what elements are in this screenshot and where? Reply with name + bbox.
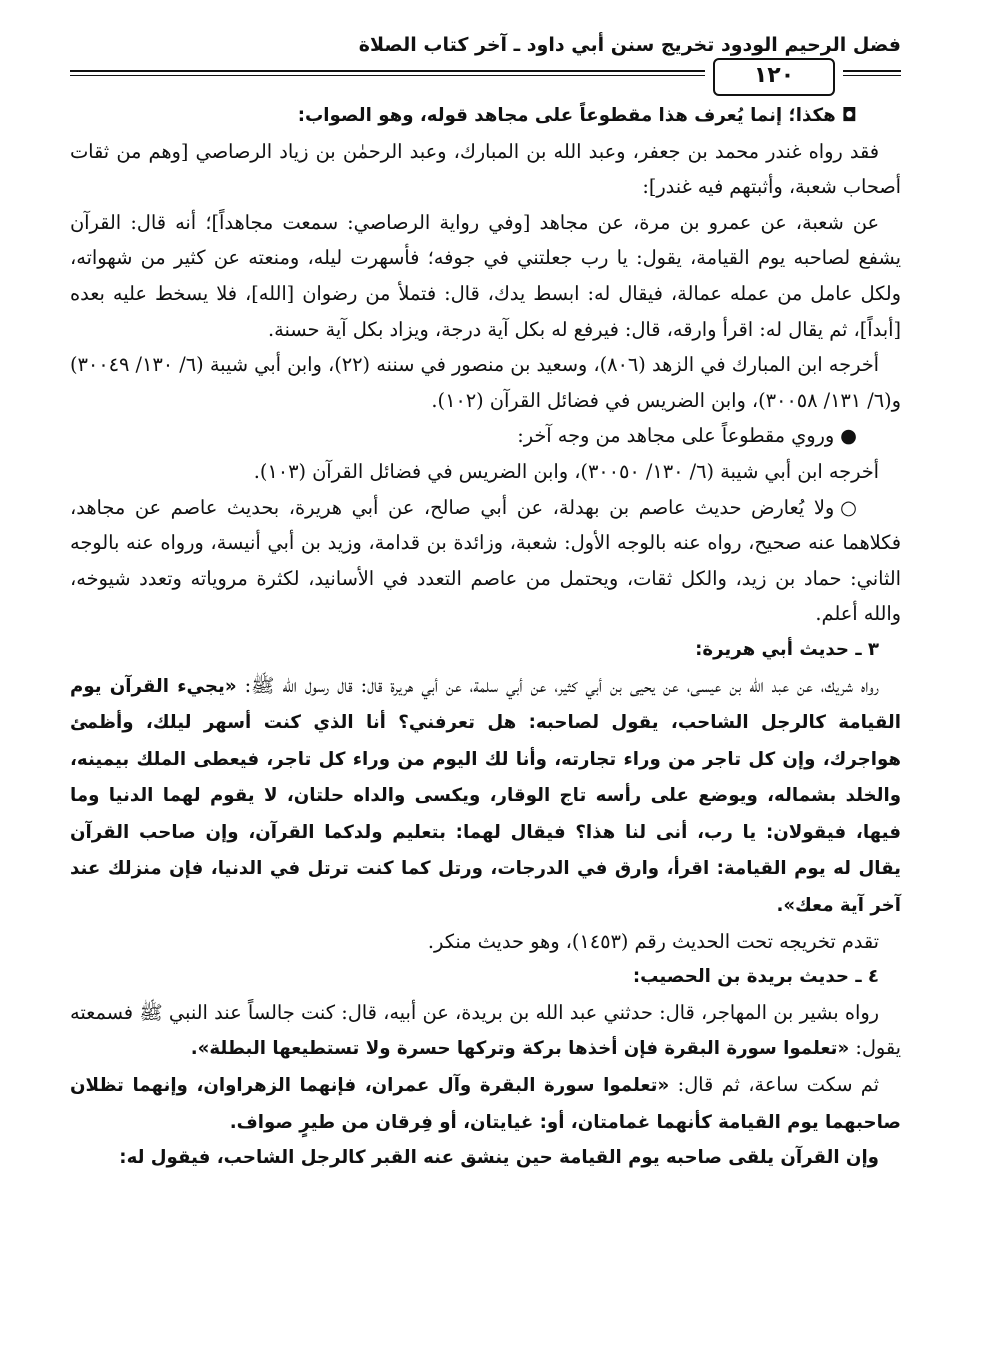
running-header: فضل الرحيم الودود تخريج سنن أبي داود ـ آخر كتاب الصلاة <box>358 34 901 56</box>
section-heading: ٤ ـ حديث بريدة بن الحصيب: <box>632 966 879 988</box>
header-line-left-thin <box>70 75 705 76</box>
header-rule <box>70 62 901 98</box>
paragraph-hadith-continued: وإن القرآن يلقى صاحبه يوم القيامة حين ينشق عنه القبر كالرجل الشاحب، فيقول له: <box>119 1147 879 1169</box>
bullet-mark: ● <box>840 424 857 448</box>
page-number: ١٢٠ <box>713 58 835 96</box>
paragraph: ○ولا يُعارض حديث عاصم بن بهدلة، عن أبي صالح، عن أبي هريرة، بحديث عاصم عن مجاهد، فكلاهما عنه صحيح، رواه عنه بالوجه الأول: شعبة، وزائدة بن قدامة، وزيد بن أبي أنيسة، ورواه عنه بالوجه الثاني: حماد بن زيد، والكل ثقات، ويحتمل من عاصم التعدد في الأسانيد، لكثرة مروياته وتعدد شيوخه، والله أعلم. <box>70 490 901 632</box>
paragraph: ●وروي مقطوعاً على مجاهد من وجه آخر: <box>70 418 901 454</box>
hadith-text: «تعلموا سورة البقرة وآل عمران، فإنهما الزهراوان، وإنهما تظلان صاحبهما يوم القيامة كأنهما غمامتان، أو: غيايتان، أو فِرقان من طيرٍ صواف. <box>70 1075 901 1133</box>
header-line-right <box>843 70 901 72</box>
page <box>70 28 901 1327</box>
paragraph-takhrij: أخرجه ابن المبارك في الزهد (٨٠٦)، وسعيد بن منصور في سننه (٢٢)، وابن أبي شيبة (٦/ ١٣٠/ ٣٠٠٤٩) و(٦/ ١٣١/ ٣٠٠٥٨)، وابن الضريس في فضائل القرآن (١٠٢). <box>70 353 901 412</box>
paragraph: فقد رواه غندر محمد بن جعفر، وعبد الله بن المبارك، وعبد الرحمٰن بن زياد الرصاصي [وهم من ثقات أصحاب شعبة، وأثبتهم فيه غندر]: <box>70 139 901 199</box>
paragraph-hadith: ثم سكت ساعة، ثم قال: «تعلموا سورة البقرة وآل عمران، فإنهما الزهراوان، وإنهما تظلان صاحبهما يوم القيامة كأنهما غمامتان، أو: غيايتان، أو فِرقان من طيرٍ صواف. <box>70 1073 901 1133</box>
paragraph-hadith: رواه بشير بن المهاجر، قال: حدثني عبد الله بن بريدة، عن أبيه، قال: كنت جالساً عند النبي ﷺ فسمعته يقول: «تعلموا سورة البقرة فإن أخذها بركة وتركها حسرة ولا تستطيعها البطلة». <box>70 1000 901 1060</box>
header-line-right-thin <box>843 75 901 76</box>
header-line-left <box>70 70 705 72</box>
bullet-mark: ◘ <box>841 105 857 126</box>
paragraph: عن شعبة، عن عمرو بن مرة، عن مجاهد [وفي رواية الرصاصي: سمعت مجاهداً]؛ أنه قال: القرآن يشفع لصاحبه يوم القيامة، يقول: يا رب جعلتني في جوفه؛ فأسهرت ليله، ومنعته عن كثير من شهواته، ولكل عامل من عمله عمالة، فيقال له: ابسط يدك، قال: فتملأ من رضوان [الله]، فلا يسخط عليه بعده [أبداً]، ثم يقال له: اقرأ وارقه، قال: فيرفع له بكل آية درجة، ويزاد بكل آية حسنة. <box>70 210 901 341</box>
bullet-mark: ○ <box>840 495 857 519</box>
paragraph-conclusion: ◘هكذا؛ إنما يُعرف هذا مقطوعاً على مجاهد قوله، وهو الصواب: <box>70 98 901 134</box>
section-heading: ٣ ـ حديث أبي هريرة: <box>695 638 879 660</box>
hadith-text: «تعلموا سورة البقرة فإن أخذها بركة وتركها حسرة ولا تستطيعها البطلة». <box>190 1038 850 1060</box>
paragraph-hadith: رواه شريك، عن عبد الله بن عيسى، عن يحيى بن أبي كثير، عن أبي سلمة، عن أبي هريرة قال: قال رسول الله ﷺ: «يجيء القرآن يوم القيامة كالرجل الشاحب، يقول لصاحبه: هل تعرفني؟ أنا الذي كنت أسهر ليلك، وأظمئ هواجرك، وإن كل تاجر من وراء تجارته، وأنا لك اليوم من وراء كل تاجر، فيعطى الملك بيمينه، والخلد بشماله، ويوضع على رأسه تاج الوقار، ويكسى والداه حلتان، لا يقوم لهما الدنيا وما فيها، فيقولان: يا رب، أنى لنا هذا؟ فيقال لهما: بتعليم ولدكما القرآن، وإن صاحب القرآن يقال له يوم القيامة: اقرأ، وارق في الدرجات، ورتل كما كنت ترتل في الدنيا، فإن منزلك عند آخر آية معك». <box>70 673 901 917</box>
paragraph-takhrij: أخرجه ابن أبي شيبة (٦/ ١٣٠/ ٣٠٠٥٠)، وابن الضريس في فضائل القرآن (١٠٣). <box>253 459 879 483</box>
paragraph: تقدم تخريجه تحت الحديث رقم (١٤٥٣)، وهو حديث منكر. <box>427 929 879 953</box>
body-text <box>70 98 901 1176</box>
hadith-text: «يجيء القرآن يوم القيامة كالرجل الشاحب، يقول لصاحبه: هل تعرفني؟ أنا الذي كنت أسهر ليلك، وأظمئ هواجرك، وإن كل تاجر من وراء تجارته، وأنا لك اليوم من وراء كل تاجر، فيعطى الملك بيمينه، والخلد بشماله، ويوضع على رأسه تاج الوقار، ويكسى والداه حلتان، لا يقوم لهما الدنيا وما فيها، فيقولان: يا رب، أنى لنا هذا؟ فيقال لهما: بتعليم ولدكما القرآن، وإن صاحب القرآن يقال له يوم القيامة: اقرأ، وارق في الدرجات، ورتل كما كنت ترتل في الدنيا، فإن منزلك عند آخر آية معك». <box>70 675 901 917</box>
